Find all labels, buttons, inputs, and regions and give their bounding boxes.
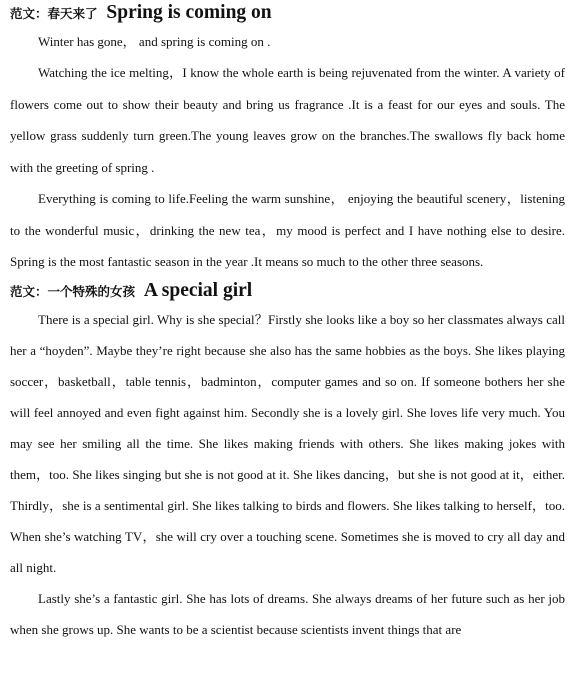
essay-special-girl-label: 范文：一个特殊的女孩 <box>10 283 136 299</box>
essay-spring-paragraph-1: Winter has gone， and spring is coming on . <box>38 34 271 49</box>
essay-spring-heading <box>10 0 565 26</box>
essay-spring <box>10 0 565 278</box>
essay-special-girl-paragraph-2: Lastly she’s a fantastic girl. She has lots of dreams. She always dreams of her future such as her job when she grows up. She wants to be a scientist because scientists invent things that are <box>10 590 565 637</box>
essay-spring-label: 范文：春天来了 <box>10 6 98 21</box>
essay-special-girl-title: A special girl <box>143 279 253 301</box>
essay-special-girl-paragraph-1: There is a special girl. Why is she special？Firstly she looks like a boy so her classmates always call her a “hoyden”. Maybe they’re right because she also has the same hobbies as the boys. She likes playing soccer，basketball，table tennis，badminton，computer games and so on. If someone bothers her she will feel annoyed and even fight against him. Secondly she is a lovely girl. She loves life very much. You may see her smiling all the time. She likes making friends with others. She likes making jokes with them，too. She likes singing but she is not good at it. She likes dancing，but she is not good at it，either. Thirdly，she is a sentimental girl. She likes talking to birds and flowers. She likes talking to herself，too. When she’s watching TV，she will cry over a touching scene. Sometimes she is moved to cry all day and all night. <box>10 311 565 575</box>
essay-special-girl <box>10 278 565 646</box>
essay-spring-paragraph-3: Everything is coming to life.Feeling the warm sunshine， enjoying the beautiful scenery，listening to the wonderful music，drinking the new tea，my mood is perfect and I have nothing else to desire. Spring is the most fantastic season in the year .It means so much to the other three seasons. <box>10 191 565 269</box>
essay-spring-title: Spring is coming on <box>106 2 272 23</box>
document-page <box>10 0 565 646</box>
essay-special-girl-heading <box>10 278 565 304</box>
essay-spring-paragraph-2: Watching the ice melting，I know the whole earth is being rejuvenated from the winter. A variety of flowers come out to show their beauty and bring us fragrance .It is a feast for our eyes and souls. The yellow grass suddenly turn green.The young leaves grow on the branches.The swallows fly back home with the greeting of spring . <box>10 65 565 175</box>
